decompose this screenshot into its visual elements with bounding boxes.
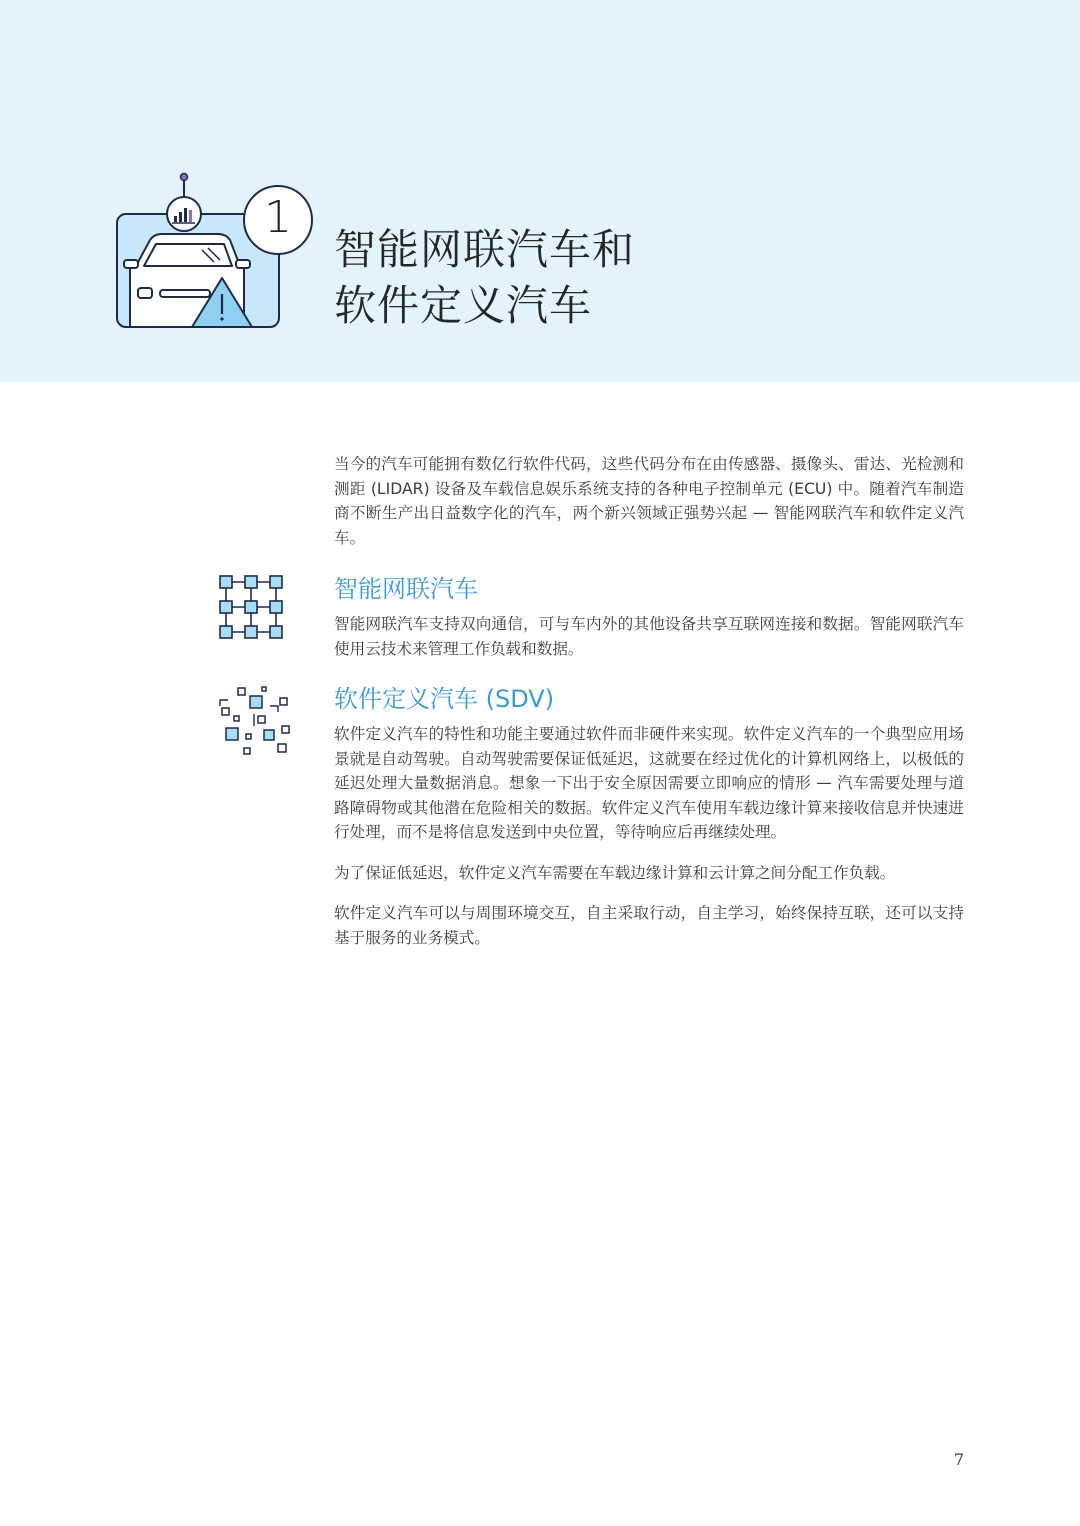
section-title-sdv: 软件定义汽车 (SDV) xyxy=(334,685,555,713)
page-title-line-2: 软件定义汽车 xyxy=(334,281,593,330)
section-connected-vehicle xyxy=(334,572,964,661)
page-title xyxy=(334,222,894,334)
section-paragraph: 软件定义汽车可以与周围环境交互，自主采取行动，自主学习，始终保持互联，还可以支持基于服务的业务模式。 xyxy=(334,904,964,947)
section-software-defined-vehicle xyxy=(334,682,964,950)
page-number: 7 xyxy=(953,1450,964,1469)
section-number: 1 xyxy=(264,192,292,243)
section-paragraph: 为了保证低延迟，软件定义汽车需要在车载边缘计算和云计算之间分配工作负载。 xyxy=(334,863,896,882)
section-paragraph: 软件定义汽车的特性和功能主要通过软件而非硬件来实现。软件定义汽车的一个典型应用场景就是自动驾驶。自动驾驶需要保证低延迟，这就要在经过优化的计算机网络上，以极低的延迟处理大量数据消息。想象一下出于安全原因需要立即响应的情形 — 汽车需要处理与道路障碍物或其他潜在危险相关的数据。软件定义汽车使用车载边缘计算来接收信息并快速进行处理，而不是将信息发送到中央位置，等待响应后再继续处理。 xyxy=(334,725,964,841)
section-paragraph: 智能网联汽车支持双向通信，可与车内外的其他设备共享互联网连接和数据。智能网联汽车使用云技术来管理工作负载和数据。 xyxy=(334,615,964,658)
intro-paragraph: 当今的汽车可能拥有数亿行软件代码，这些代码分布在由传感器、摄像头、雷达、光检测和测距 (LIDAR) 设备及车载信息娱乐系统支持的各种电子控制单元 (ECU) 中。随着汽车制造商不断生产出日益数字化的汽车，两个新兴领域正强势兴起 — 智能网联汽车和软件定义汽车。 xyxy=(334,455,964,547)
hero-band xyxy=(0,0,1080,382)
section-title-connected-vehicle: 智能网联汽车 xyxy=(334,575,478,603)
grid-network-icon xyxy=(218,574,292,648)
scattered-nodes-icon xyxy=(218,686,292,760)
main-content xyxy=(334,452,964,550)
page-title-line-1: 智能网联汽车和 xyxy=(334,225,636,274)
